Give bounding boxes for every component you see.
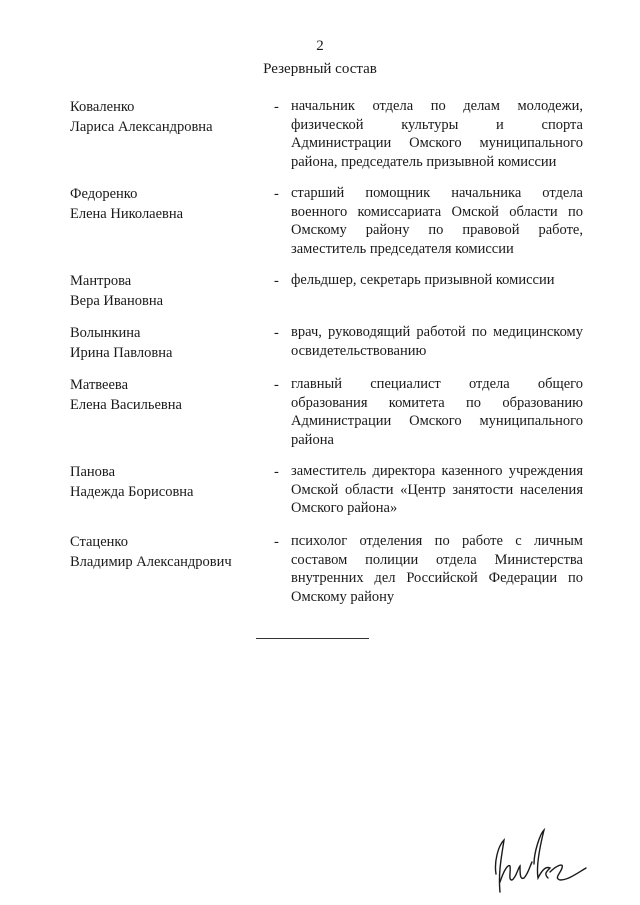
member-name: [70, 271, 270, 311]
member-name: [70, 375, 270, 415]
member-role: заместитель директора казенного учреждения Омской области «Центр занятости населения Омского района»: [291, 463, 583, 516]
member-given-names: Елена Васильевна: [70, 397, 182, 413]
member-role: фельдшер, секретарь призывной комиссии: [291, 272, 555, 288]
member-name: [70, 97, 270, 137]
list-dash: -: [274, 325, 279, 341]
list-dash: -: [274, 534, 279, 550]
member-given-names: Владимир Александрович: [70, 554, 232, 570]
member-role: психолог отделения по работе с личным составом полиции отдела Министерства внутренних дел Российской Федерации по Омскому району: [291, 533, 583, 605]
handwritten-signature-icon: [482, 822, 592, 897]
member-given-names: Лариса Александровна: [70, 119, 213, 135]
list-dash: -: [274, 464, 279, 480]
member-given-names: Ирина Павловна: [70, 345, 173, 361]
list-dash: -: [274, 273, 279, 289]
member-name: [70, 323, 270, 363]
member-surname: Панова: [70, 464, 116, 480]
member-given-names: Елена Николаевна: [70, 206, 184, 222]
member-surname: Волынкина: [70, 325, 141, 341]
member-name: [70, 462, 270, 502]
member-surname: Стаценко: [70, 534, 128, 550]
member-surname: Матвеева: [70, 377, 129, 393]
member-given-names: Надежда Борисовна: [70, 484, 194, 500]
list-dash: -: [274, 186, 279, 202]
member-surname: Коваленко: [70, 99, 135, 115]
member-role: начальник отдела по делам молодежи, физической культуры и спорта Администрации Омского муниципального района, председатель призывной комиссии: [291, 98, 583, 170]
member-surname: Мантрова: [70, 273, 132, 289]
list-dash: -: [274, 99, 279, 115]
section-title: Резервный состав: [263, 61, 377, 77]
member-name: [70, 532, 270, 572]
member-name: [70, 184, 270, 224]
member-role: врач, руководящий работой по медицинскому освидетельствованию: [291, 324, 583, 359]
member-role: главный специалист отдела общего образования комитета по образованию Администрации Омского муниципального района: [291, 376, 583, 448]
member-role: старший помощник начальника отдела военного комиссариата Омской области по Омскому району по правовой работе, заместитель председателя комиссии: [291, 185, 583, 257]
member-given-names: Вера Ивановна: [70, 293, 164, 309]
page-number: 2: [316, 38, 324, 54]
end-divider: [256, 638, 369, 639]
member-surname: Федоренко: [70, 186, 138, 202]
list-dash: -: [274, 377, 279, 393]
